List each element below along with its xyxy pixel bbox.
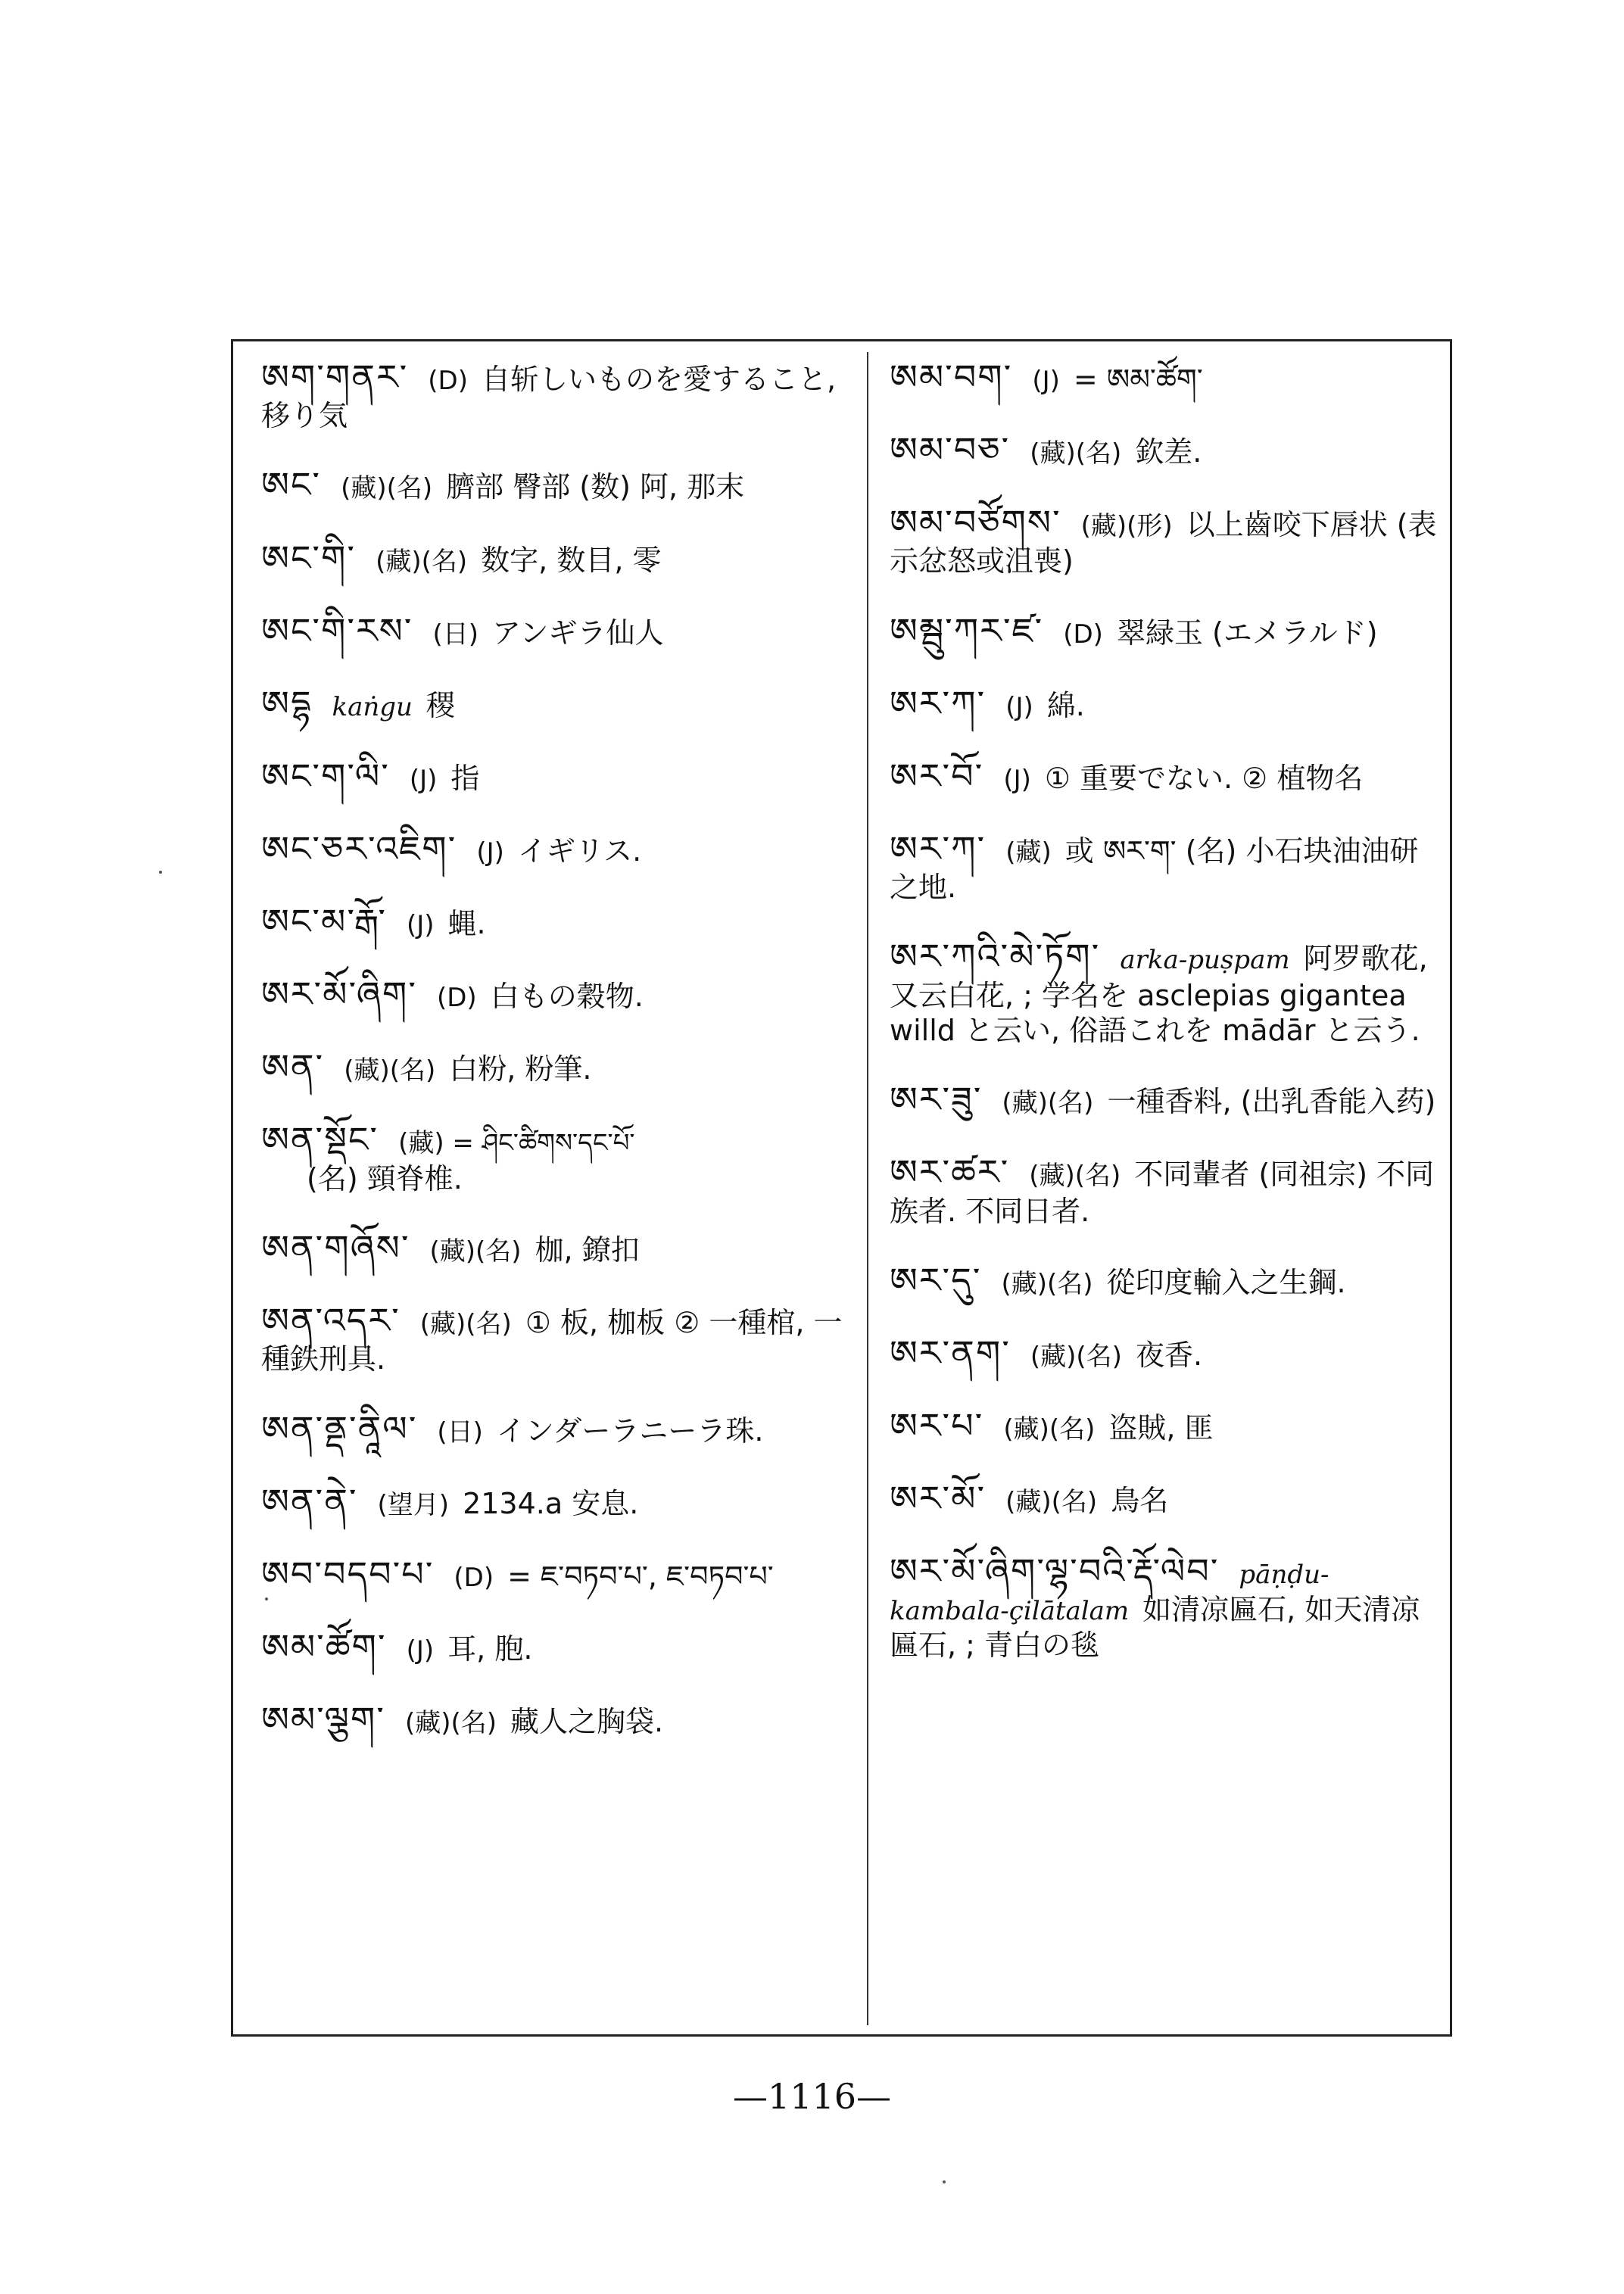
dictionary-entry <box>890 609 1439 652</box>
dictionary-entry <box>890 1404 1439 1447</box>
dictionary-entry <box>890 1550 1439 1663</box>
source-tag: (D) <box>1063 619 1103 650</box>
dictionary-entry <box>261 1553 856 1595</box>
source-tag: (J) <box>406 910 435 941</box>
headword: ཨང་གི་ <box>261 537 357 578</box>
source-tag: (藏)(名) <box>341 473 433 504</box>
headword: ཨཪ་བོ་ <box>890 755 984 796</box>
dictionary-entry <box>261 356 856 433</box>
definition: 翠緑玉 (エメラルド) <box>1116 616 1378 650</box>
dictionary-entry <box>890 1078 1439 1121</box>
source-tag: (J) <box>476 837 504 868</box>
source-tag: (藏)(名) <box>1001 1268 1093 1299</box>
scan-speck <box>159 871 162 874</box>
definition: 数字, 数目, 零 <box>481 543 662 577</box>
definition: ① 板, 枷板 ② 一種棺, 一種鉄刑具. <box>261 1306 843 1376</box>
source-tag: arka-puṣpam <box>1120 945 1290 976</box>
source-tag: (藏) <box>1005 837 1052 868</box>
scan-speck <box>265 1597 268 1601</box>
dictionary-entry <box>890 828 1439 905</box>
definition: インダーラニーラ珠. <box>496 1413 764 1448</box>
dictionary-entry <box>261 1046 856 1088</box>
definition: 鳥名 <box>1111 1484 1169 1518</box>
source-tag: (望月) <box>377 1489 450 1520</box>
dictionary-entry <box>890 1151 1439 1228</box>
definition: 藏人之胸袋. <box>510 1704 664 1738</box>
definition: 臍部 臀部 (数) 阿, 那末 <box>446 470 745 504</box>
definition: 白粉, 粉筆. <box>449 1052 592 1086</box>
headword: ཨབ་བདབ་པ་ <box>261 1553 435 1594</box>
dictionary-entry <box>261 828 856 870</box>
headword: ཨམ་ཚོག་ <box>261 1625 387 1667</box>
source-tag: (藏)(名) <box>404 1707 497 1738</box>
headword: ཨམ་བཅ་ <box>890 429 1011 471</box>
source-tag: (日) <box>432 619 478 650</box>
headword: ཨར་ཀའི་མེ་ཏོག་ <box>890 936 1101 977</box>
right-column <box>890 356 1439 1693</box>
definition: (名) 頸脊椎. <box>307 1161 463 1195</box>
definition: イギリス. <box>517 834 642 868</box>
definition: 自斩しいものを愛すること, 移り気 <box>261 363 837 433</box>
headword: ཨར་ཚར་ <box>890 1152 1010 1193</box>
headword: ཨན་འདར་ <box>261 1300 401 1342</box>
page-number: —1116— <box>732 2076 892 2117</box>
headword: ཨར་ཀ་ <box>890 828 987 870</box>
dictionary-entry <box>261 1480 856 1523</box>
column-divider <box>867 352 868 2025</box>
headword: ཨན་ནྡ་ནཱིལ་ <box>261 1407 418 1449</box>
headword: ཨར་མོ་ཞིག་ <box>261 974 417 1015</box>
headword: ཨར་ཀ་ <box>890 682 987 724</box>
scan-speck <box>943 2180 946 2183</box>
headword: ཨན་ནེ་ <box>261 1480 358 1522</box>
headword: ཨང་གི་རས་ <box>261 609 413 651</box>
dictionary-entry <box>261 609 856 652</box>
left-column <box>261 356 856 1771</box>
dictionary-entry <box>261 1226 856 1269</box>
headword: ཨར་དུ་ <box>890 1259 982 1301</box>
dictionary-entry <box>261 1698 856 1741</box>
dictionary-entry <box>261 973 856 1015</box>
source-tag: (J) <box>1005 691 1033 722</box>
definition: 以上齒咬下唇状 (表示忿怒或沮喪) <box>890 508 1437 578</box>
source-tag: pāṇḍu-kambala-çilātalam <box>890 1560 1329 1627</box>
source-tag: (藏)(名) <box>419 1309 512 1340</box>
dictionary-entry <box>261 900 856 943</box>
dictionary-entry <box>261 755 856 797</box>
headword: ཨང་ཅར་འཇིག་ <box>261 828 457 870</box>
headword: ཨདྷ <box>261 682 313 724</box>
source-tag: (J) <box>406 1635 435 1666</box>
source-tag: kaṅgu <box>332 691 413 722</box>
source-tag: (J) <box>1032 366 1060 396</box>
definition: 阿罗歌花, 又云白花, ; 学名を asclepias gigantea willd と云い, 俗語これを mādār と云う. <box>890 942 1428 1047</box>
source-tag: (藏)(名) <box>1005 1487 1098 1518</box>
source-tag: (藏) = ཤིང་ཚིགས་དང་པོ་ <box>398 1128 635 1159</box>
definition: 指 <box>450 761 480 795</box>
source-tag: (J) <box>1003 764 1031 795</box>
source-tag: (藏)(名) <box>376 546 468 577</box>
dictionary-entry <box>261 1118 856 1195</box>
source-tag: (J) <box>409 764 438 795</box>
dictionary-entry <box>890 682 1439 725</box>
headword: ཨམ་བཙོགས་ <box>890 502 1061 544</box>
dictionary-entry <box>890 429 1439 471</box>
headword: ཨར་ཟུ་ <box>890 1079 983 1121</box>
headword: ཨམ་བག་ <box>890 357 1013 397</box>
headword: ཨར་པ་ <box>890 1405 984 1447</box>
source-tag: (藏)(名) <box>1030 1342 1122 1372</box>
source-tag: (藏)(名) <box>1030 438 1122 469</box>
dictionary-entry <box>261 1625 856 1668</box>
definition: 欽差. <box>1135 435 1202 469</box>
definition: 枷, 鐐扣 <box>535 1233 640 1267</box>
source-tag: (D) <box>436 983 477 1014</box>
source-tag: (藏)(名) <box>1002 1088 1094 1119</box>
definition: 耳, 胞. <box>447 1632 533 1666</box>
dictionary-entry <box>261 463 856 506</box>
headword: ཨང་མ་རྒོ་ <box>261 901 387 943</box>
dictionary-entry <box>890 755 1439 797</box>
source-tag: (D) <box>428 366 468 396</box>
source-tag: (藏)(名) <box>344 1055 436 1086</box>
dictionary-entry <box>261 537 856 579</box>
definition: 綿. <box>1046 688 1085 722</box>
dictionary-entry <box>890 356 1439 398</box>
source-tag: (藏)(形) <box>1080 511 1173 542</box>
definition: ① 重要でない. ② 植物名 <box>1044 761 1364 795</box>
definition: 從印度輸入之生鋼. <box>1106 1265 1346 1299</box>
definition: 稷 <box>425 688 455 722</box>
headword: ཨར་མོ་ <box>890 1478 987 1519</box>
headword: ཨན་ <box>261 1046 325 1088</box>
headword: ཨམ་ལྕག་ <box>261 1698 385 1740</box>
headword: ཨར་ནག་ <box>890 1332 1011 1373</box>
headword: ཨང་ག་ལི་ <box>261 755 390 796</box>
definition: 或 ཨར་ག་ (名) 小石块油油研之地. <box>890 834 1419 905</box>
definition: アンギラ仙人 <box>492 616 664 650</box>
dictionary-entry <box>890 935 1439 1048</box>
headword: ཨན་སྡོང་ <box>261 1119 379 1161</box>
source-tag: (藏)(名) <box>1003 1414 1096 1445</box>
definition: 如清凉匾石, 如天清凉匾石, ; 青白の毯 <box>890 1593 1420 1662</box>
definition: 不同輩者 (同祖宗) 不同族者. 不同日者. <box>890 1158 1435 1228</box>
dictionary-entry <box>261 1407 856 1450</box>
definition: 夜香. <box>1135 1339 1203 1372</box>
dictionary-entry <box>890 1259 1439 1301</box>
headword: ཨན་གཞོས་ <box>261 1226 410 1268</box>
definition: 蝿. <box>447 907 486 941</box>
dictionary-entry <box>890 1332 1439 1374</box>
definition: = ཇ་བཏབ་པ་, ཇ་བཏབ་པ་ <box>507 1559 774 1593</box>
headword: ཨང་ <box>261 464 322 506</box>
dictionary-entry <box>261 682 856 725</box>
definition: 2134.a 安息. <box>463 1486 639 1520</box>
headword: ཨམྦུ་ཀར་ཛ་ <box>890 609 1044 651</box>
dictionary-entry <box>890 501 1439 578</box>
definition: 一種香料, (出乳香能入药) <box>1107 1085 1436 1119</box>
source-tag: (藏)(名) <box>1029 1161 1121 1192</box>
definition: = ཨམ་ཚོག་ <box>1073 363 1203 396</box>
headword: ཨར་མོ་ཞིག་ལྷ་བའི་རྡོ་ལེབ་ <box>890 1551 1220 1592</box>
dictionary-entry <box>261 1299 856 1376</box>
headword: ཨག་གནར་ <box>261 357 409 397</box>
definition: 白もの穀物. <box>490 980 644 1014</box>
source-tag: (D) <box>454 1562 494 1593</box>
dictionary-entry <box>890 1477 1439 1519</box>
definition: 盗賊, 匪 <box>1108 1411 1214 1445</box>
source-tag: (日) <box>437 1417 483 1448</box>
source-tag: (藏)(名) <box>429 1236 522 1267</box>
